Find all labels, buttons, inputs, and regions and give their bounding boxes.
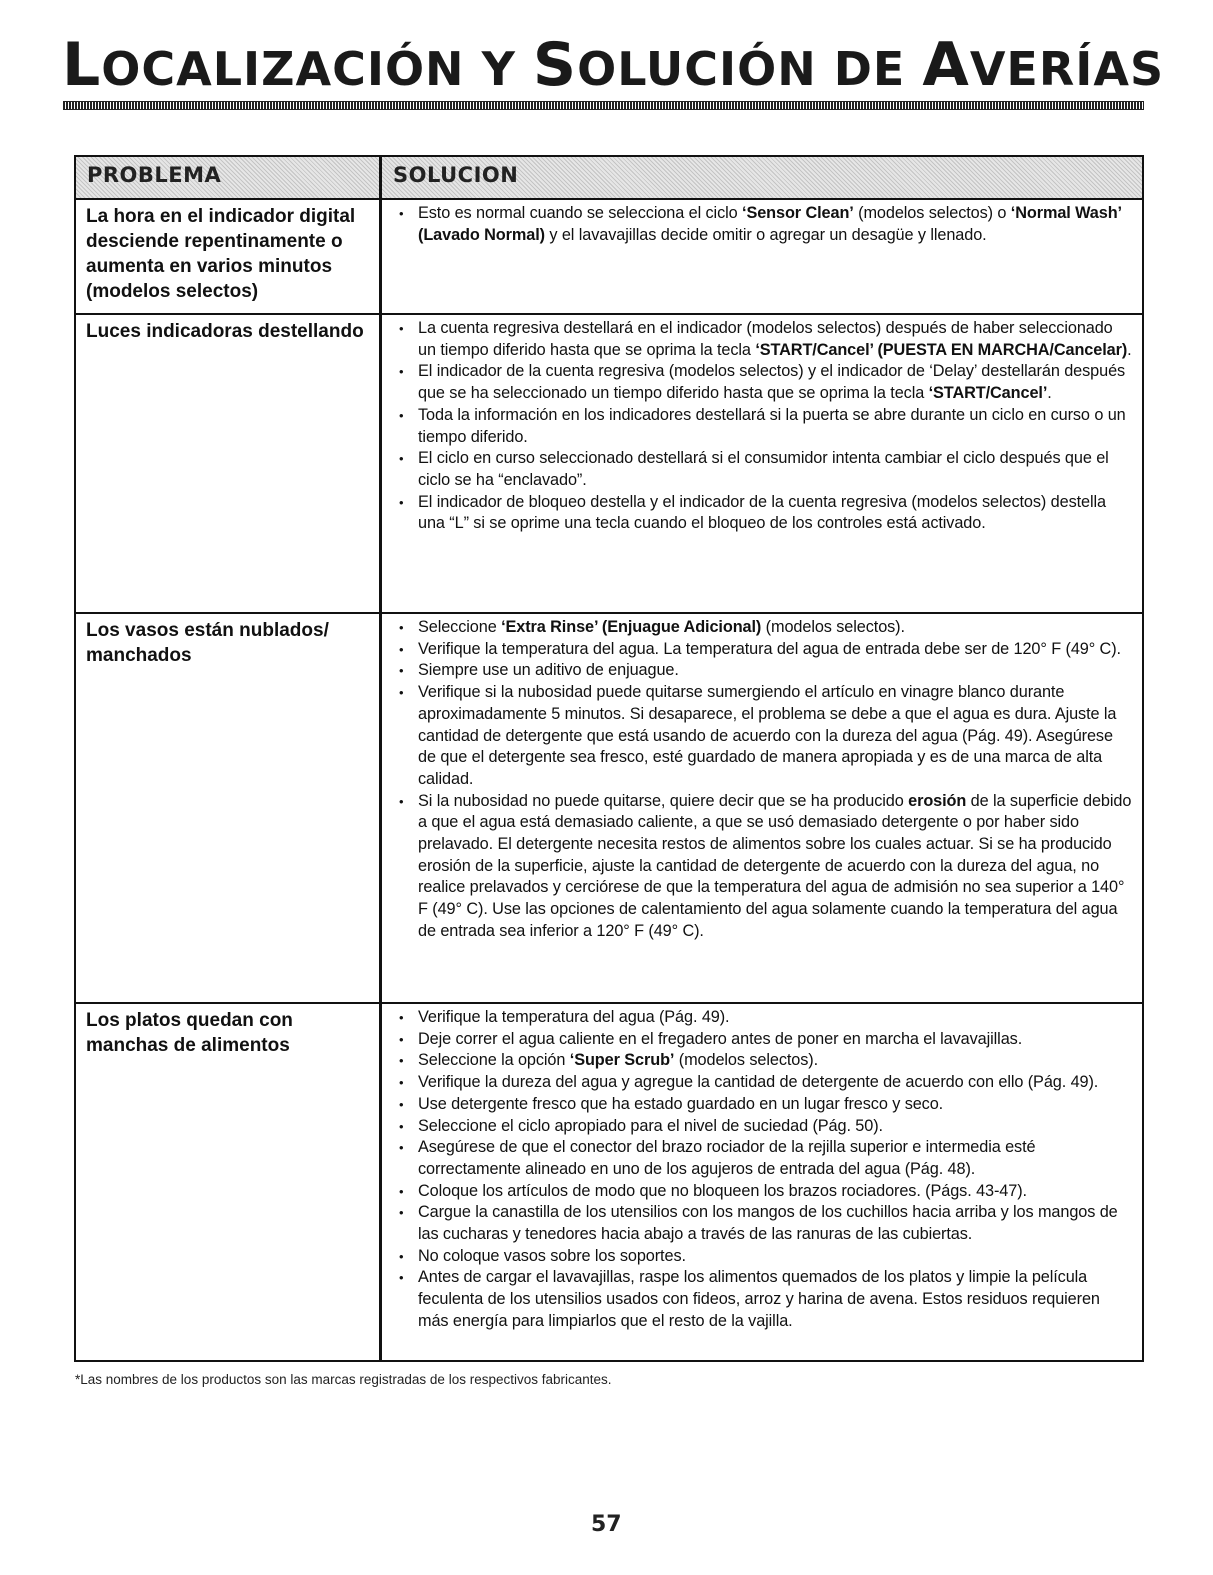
solution-cell xyxy=(382,315,1142,612)
table-row xyxy=(76,200,1142,315)
solution-item xyxy=(397,1246,1132,1268)
solution-item xyxy=(397,682,1132,791)
solution-text-bold: ‘Normal Wash’ (Lavado Normal) xyxy=(418,204,1122,244)
solution-item xyxy=(397,639,1132,661)
solution-item xyxy=(397,492,1132,535)
solution-text: El indicador de bloqueo destella y el indicador de la cuenta regresiva (modelos selectos) destella una “L” si se oprime una tecla cuando el bloqueo de los controles está activado. xyxy=(418,492,1106,533)
problem-cell: La hora en el indicador digital desciende repentinamente o aumenta en varios minutos (modelos selectos) xyxy=(76,200,382,313)
solution-text: Use detergente fresco que ha estado guardado en un lugar fresco y seco. xyxy=(418,1094,944,1113)
solution-text: La cuenta regresiva destellará en el indicador (modelos selectos) después de haber seleccionado un tiempo diferido hasta que se oprima la tecla xyxy=(418,319,1113,359)
problem-cell: Luces indicadoras destellando xyxy=(76,315,382,612)
solution-item xyxy=(397,1050,1132,1072)
solution-text: No coloque vasos sobre los soportes. xyxy=(418,1246,686,1265)
solution-text: y el lavavajillas decide omitir o agregar un desagüe y llenado. xyxy=(544,225,987,244)
table-row xyxy=(76,315,1142,614)
solution-item xyxy=(397,1116,1132,1138)
solution-item xyxy=(397,1029,1132,1051)
solution-text: El ciclo en curso seleccionado destellará si el consumidor intenta cambiar el ciclo después que el ciclo se ha “enclavado”. xyxy=(418,449,1109,489)
solution-text-bold: ‘Super Scrub’ xyxy=(569,1051,675,1070)
solution-item xyxy=(397,1202,1132,1245)
solution-item xyxy=(397,1007,1132,1029)
solution-text: Verifique la dureza del agua y agregue la cantidad de detergente de acuerdo con ello (Pág. 49). xyxy=(418,1073,1099,1092)
solution-text: Siempre use un aditivo de enjuague. xyxy=(418,661,679,680)
solution-text: Cargue la canastilla de los utensilios con los mangos de los cuchillos hacia arriba y los mangos de las cucharas y tenedores hacia abajo a través de las ranuras de las cubiertas. xyxy=(418,1203,1118,1244)
solution-cell xyxy=(382,614,1142,1002)
solution-text: El indicador de la cuenta regresiva (modelos selectos) y el indicador de ‘Delay’ destellarán después que se ha seleccionado un tiempo diferido hasta que se oprima la tecla xyxy=(418,362,1126,403)
problem-cell: Los vasos están nublados/ manchados xyxy=(76,614,382,1002)
table-row xyxy=(76,1004,1142,1362)
solution-text-bold: erosión xyxy=(908,791,967,810)
header-problem: PROBLEMA xyxy=(76,157,382,198)
header-solution: SOLUCION xyxy=(382,157,1142,198)
solution-text-bold: ‘Extra Rinse’ (Enjuague Adicional) xyxy=(501,618,762,636)
page-title xyxy=(62,30,1165,100)
page-number: 57 xyxy=(591,1512,622,1537)
solution-text: . xyxy=(1047,384,1052,403)
footnote: *Las nombres de los productos son las marcas registradas de los respectivos fabricantes. xyxy=(75,1372,612,1387)
solution-item xyxy=(397,203,1132,246)
solution-text: Seleccione el ciclo apropiado para el nivel de suciedad (Pág. 50). xyxy=(418,1116,883,1135)
solution-item xyxy=(397,791,1132,943)
solution-item xyxy=(397,448,1132,491)
solution-text: Verifique la temperatura del agua. La temperatura del agua de entrada debe ser de 120° F (49° C). xyxy=(418,639,1121,658)
solution-text: (modelos selectos). xyxy=(761,618,905,636)
solution-item xyxy=(397,361,1132,404)
solution-text: Seleccione la opción xyxy=(418,1051,570,1070)
solution-text: Seleccione xyxy=(418,618,502,636)
solution-text: (modelos selectos) o xyxy=(853,204,1011,222)
solution-text-bold: ‘START/Cancel’ (PUESTA EN MARCHA/Cancelar) xyxy=(755,340,1128,359)
title-part: LOCALIZACIÓN Y xyxy=(62,30,533,100)
solution-text-bold: ‘START/Cancel’ xyxy=(928,384,1048,403)
solution-item xyxy=(397,660,1132,682)
troubleshooting-table xyxy=(74,155,1144,1362)
solution-text: Deje correr el agua caliente en el fregadero antes de poner en marcha el lavavajillas. xyxy=(418,1029,1023,1048)
solution-text: Toda la información en los indicadores destellará si la puerta se abre durante un ciclo en curso o un tiempo diferido. xyxy=(418,405,1126,446)
title-part: AVERÍAS xyxy=(922,30,1165,100)
solution-text: . xyxy=(1127,340,1132,359)
title-rule xyxy=(63,101,1144,110)
solution-item xyxy=(397,617,1132,639)
solution-cell xyxy=(382,200,1142,313)
solution-text: (modelos selectos). xyxy=(674,1051,819,1070)
table-header-row xyxy=(76,157,1142,200)
solution-text: Verifique si la nubosidad puede quitarse sumergiendo el artículo en vinagre blanco durante aproximadamente 5 minutos. Si desaparece, el problema se debe a que el agua es dura. Ajuste la cantidad de detergente que está usando de acuerdo con la dureza del agua (Pág. 49). Asegúrese de que el detergente sea fresco, esté guardado de manera apropiada y es de una marca de alta calidad. xyxy=(418,683,1117,788)
solution-text: Coloque los artículos de modo que no bloqueen los brazos rociadores. (Págs. 43-47). xyxy=(418,1181,1027,1200)
solution-item xyxy=(397,405,1132,448)
solution-text: Si la nubosidad no puede quitarse, quiere decir que se ha producido xyxy=(418,791,909,810)
solution-text: Esto es normal cuando se selecciona el ciclo xyxy=(418,204,743,222)
solution-item xyxy=(397,1267,1132,1332)
solution-item xyxy=(397,1137,1132,1180)
table-row xyxy=(76,614,1142,1004)
solution-item xyxy=(397,318,1132,361)
title-part: SOLUCIÓN DE xyxy=(532,30,923,100)
solution-item xyxy=(397,1072,1132,1094)
solution-item xyxy=(397,1094,1132,1116)
solution-text-bold: ‘Sensor Clean’ xyxy=(742,204,854,222)
solution-text: de la superficie debido a que el agua está demasiado caliente, a que se usó demasiado detergente o por haber sido prelavado. El detergente necesita restos de alimentos sobre los cuales actuar. Si se ha producido erosión de la superficie, ajuste la cantidad de detergente de acuerdo con la dureza del agua, no realice prelavados y cerciórese de que la temperatura del agua de admisión no sea superior a 140° F (49° C). Use las opciones de calentamiento del agua solamente cuando la temperatura del agua de entrada sea inferior a 120° F (49° C). xyxy=(418,791,1132,940)
problem-cell: Los platos quedan con manchas de alimentos xyxy=(76,1004,382,1362)
solution-text: Asegúrese de que el conector del brazo rociador de la rejilla superior e intermedia esté correctamente alineado en uno de los agujeros de entrada del agua (Pág. 48). xyxy=(418,1138,1036,1178)
solution-cell xyxy=(382,1004,1142,1362)
solution-item xyxy=(397,1181,1132,1203)
solution-text: Verifique la temperatura del agua (Pág. 49). xyxy=(418,1008,730,1026)
solution-text: Antes de cargar el lavavajillas, raspe los alimentos quemados de los platos y limpie la película feculenta de los utensilios usados con fideos, arroz y harina de avena. Estos residuos requieren más energía para limpiarlos que el resto de la vajilla. xyxy=(418,1268,1100,1330)
